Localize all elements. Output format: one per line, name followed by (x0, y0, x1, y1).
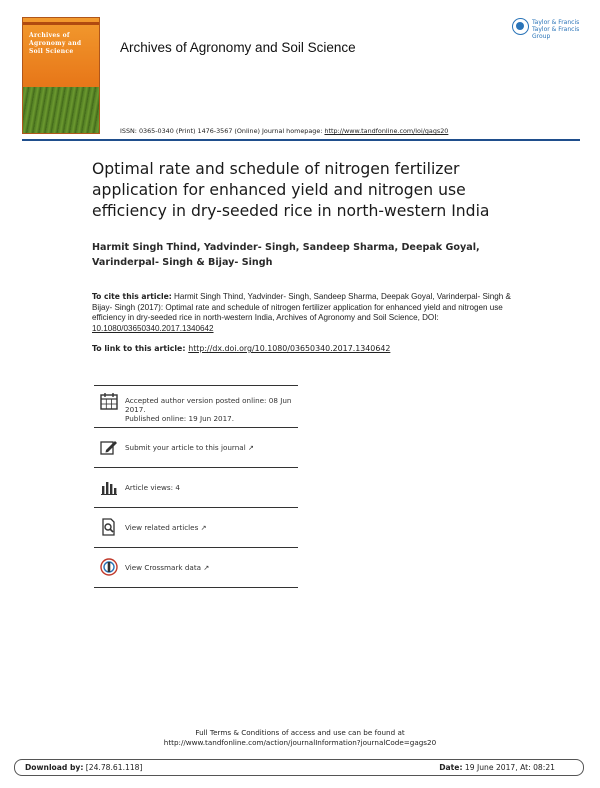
publisher-logo-icon (512, 18, 529, 35)
header-divider (22, 139, 580, 141)
related-articles-link[interactable]: View related articles (125, 523, 199, 532)
downloaded-by-label: Download by: (25, 763, 84, 772)
publisher-group: Taylor & Francis Group (532, 26, 580, 40)
issn-line (120, 127, 448, 135)
cover-band (23, 22, 99, 25)
article-title: Optimal rate and schedule of nitrogen fertilizer application for enhanced yield and nitrogen use efficiency in dry-seeded rice in north-western India (92, 160, 490, 220)
accepted-date: Accepted author version posted online: 08 Jun 2017. (125, 396, 292, 414)
issn-text: ISSN: 0365-0340 (Print) 1476-3567 (Online) Journal homepage: (120, 127, 325, 135)
search-document-icon (100, 518, 118, 536)
citation-block (92, 292, 517, 334)
journal-cover-image (22, 17, 100, 134)
external-link-icon: ↗ (203, 564, 210, 572)
article-doi-link[interactable]: http://dx.doi.org/10.1080/03650340.2017.1340642 (188, 344, 391, 353)
article-authors: Harmit Singh Thind, Yadvinder- Singh, Sandeep Sharma, Deepak Goyal, Varinderpal- Singh & Bijay- Singh (92, 242, 480, 268)
published-date: Published online: 19 Jun 2017. (125, 414, 235, 423)
publisher-name: Taylor & Francis (532, 19, 580, 26)
cite-doi-link[interactable]: 10.1080/03650340.2017.1340642 (92, 323, 214, 333)
submit-article-link[interactable]: Submit your article to this journal (125, 443, 246, 452)
article-views: Article views: 4 (125, 483, 180, 492)
cover-field-photo (23, 87, 99, 133)
cite-label: To cite this article: (92, 292, 172, 301)
external-link-icon: ↗ (248, 444, 254, 452)
article-link-line (92, 344, 390, 353)
cite-text: Harmit Singh Thind, Yadvinder- Singh, Sandeep Sharma, Deepak Goyal, Varinderpal- Singh & Bijay- Singh (2017): Optimal rate and schedule of nitrogen fertilizer application for enhanced yield and nitrogen use efficiency in dry-seeded rice in north-western India, Archives of Agronomy and Soil Science, DOI: (92, 292, 511, 323)
terms-line-1: Full Terms & Conditions of access and use can be found at (195, 728, 405, 737)
edit-pencil-icon (100, 438, 118, 456)
date-value: 19 June 2017, At: 08:21 (462, 763, 555, 772)
external-link-icon: ↗ (200, 524, 207, 532)
crossmark-link[interactable]: View Crossmark data (125, 563, 202, 572)
info-row-crossmark[interactable] (94, 548, 298, 588)
bar-chart-icon (100, 478, 118, 496)
info-row-submit[interactable] (94, 428, 298, 468)
info-row-views (94, 468, 298, 508)
crossmark-icon (100, 558, 118, 576)
link-label: To link to this article: (92, 344, 189, 353)
journal-homepage-link[interactable]: http://www.tandfonline.com/loi/gags20 (324, 127, 449, 135)
publisher-logo (512, 18, 584, 38)
download-info-bar (14, 759, 584, 776)
cover-title: Archives of Agronomy and Soil Science (29, 32, 82, 55)
article-info-list (94, 385, 298, 588)
terms-notice (0, 728, 600, 748)
terms-link[interactable]: http://www.tandfonline.com/action/journalInformation?journalCode=gags20 (163, 738, 437, 747)
calendar-icon (100, 392, 118, 410)
journal-name: Archives of Agronomy and Soil Science (120, 40, 356, 55)
info-row-dates (94, 386, 298, 428)
downloaded-by-value: [24.78.61.118] (83, 763, 143, 772)
info-row-related[interactable] (94, 508, 298, 548)
date-label: Date: (439, 763, 463, 772)
